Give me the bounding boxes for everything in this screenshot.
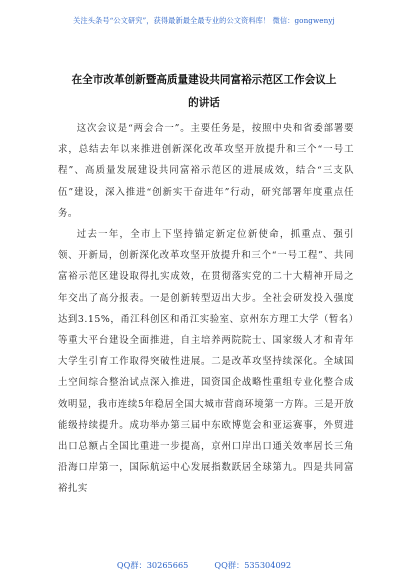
body-paragraph-1: 这次会议是“两会合一”。主要任务是，按照中央和省委部署要求，总结去年以来推进创新深化改革攻坚开放提升和三个“一号工程”、高质量发展建设共同富裕示范区的进展成效，结合“三支队伍”建设，深入推进“创新实干奋进年”行动，研究部署年度重点任务。 [58,123,354,219]
footer-qq-group-2: QQ群：535304092 [214,560,292,570]
footer-qq-group-1: QQ群：30265665 [116,560,189,570]
document-title-line-1: 在全市改革创新暨高质量建设共同富裕示范区工作会议上 [71,74,337,86]
document-title-line-2: 的讲话 [188,97,220,109]
footer-contact [0,560,408,571]
promo-banner: 关注头条号“公文研究”，获得最新最全最专业的公文资料库！ 微信：gongwenyj [73,16,335,25]
body-paragraph-2: 过去一年，全市上下坚持锚定新定位新使命，抓重点、强引领、开新局，创新深化改革攻坚开放提升和三个“一号工程”、共同富裕示范区建设取得扎实成效，在贯彻落实党的二十大精神开局之年交出了高分报表。一是创新转型迈出大步。全社会研发投入强度达到3.15%，甬江科创区和甬江实验室、京州东方理工大学（暂名）等重大平台建设全面推进，自主培养两院院士、国家级人才和青年大学生引育工作取得突破性进展。二是改革攻坚持续深化。全域国土空间综合整治试点深入推进，国资国企战略性重组专业化整合成效明显，我市连续5年稳居全国大城市营商环境第一方阵。三是开放能级持续提升。成功举办第三届中东欧博览会和亚运赛事，外贸进出口总额占全国比重进一步提高，京州口岸出口通关效率居长三角沿海口岸第一，国际航运中心发展指数跃居全球第九。四是共同富裕扎实 [58,229,354,495]
